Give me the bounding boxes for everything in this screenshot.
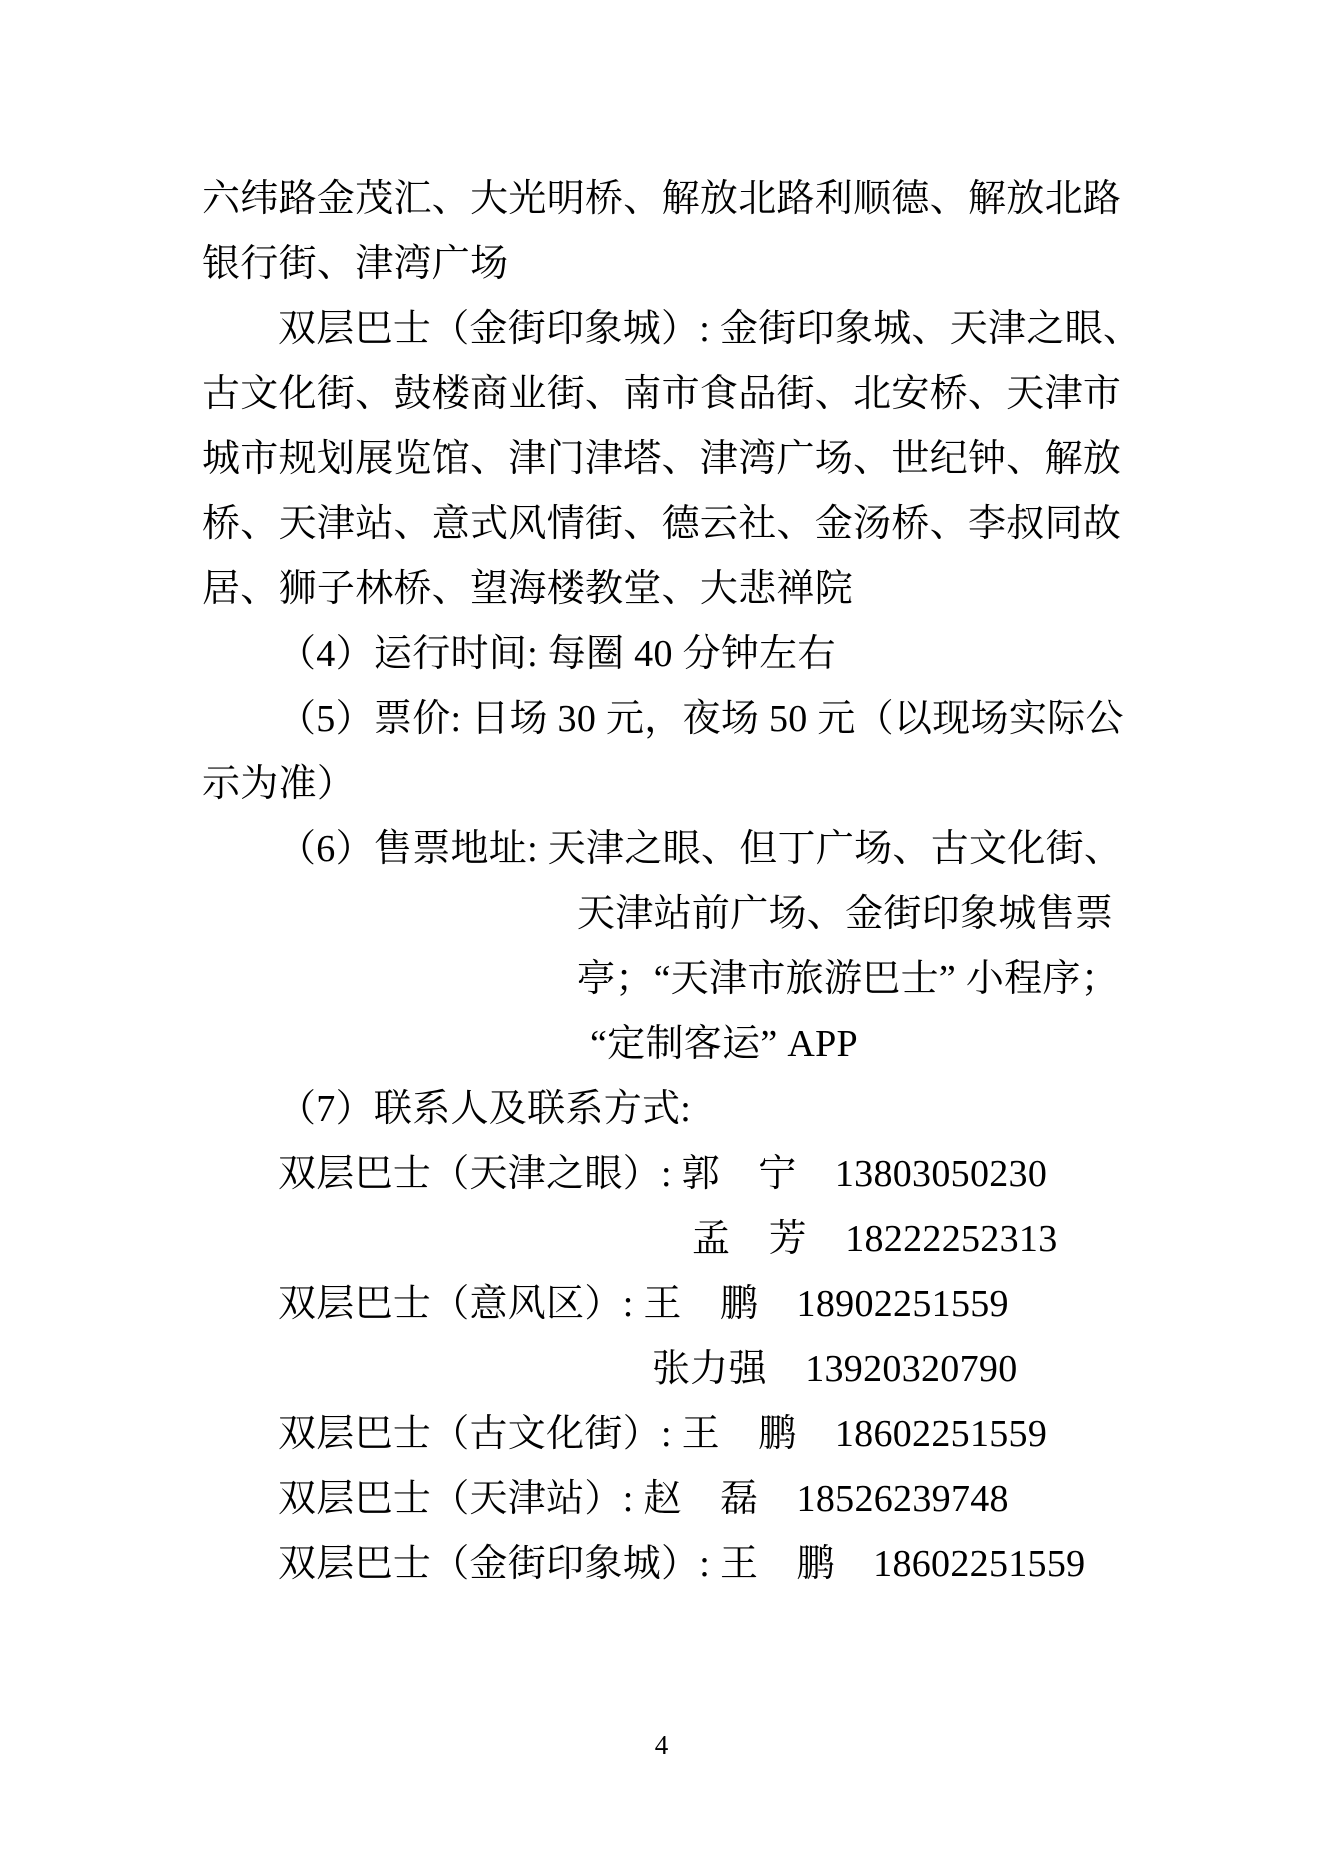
text-line: 桥、天津站、意式风情街、德云社、金汤桥、李叔同故 [202, 503, 1122, 545]
text-line: 天津站前广场、金街印象城售票 [577, 893, 1114, 935]
text-line: 古文化街、鼓楼商业街、南市食品街、北安桥、天津市 [202, 373, 1122, 415]
document-body [202, 167, 1142, 1597]
text-line: 居、狮子林桥、望海楼教堂、大悲禅院 [202, 568, 854, 610]
text-line: “定制客运” APP [590, 1023, 858, 1065]
text-line: 张力强 13920320790 [652, 1348, 1018, 1390]
text-line: 双层巴士（金街印象城）: 金街印象城、天津之眼、 [278, 308, 1142, 350]
text-line: （5）票价: 日场 30 元，夜场 50 元（以现场实际公 [278, 698, 1124, 740]
text-line: 双层巴士（金街印象城）: 王 鹏 18602251559 [278, 1543, 1086, 1585]
text-line: 六纬路金茂汇、大光明桥、解放北路利顺德、解放北路 [202, 178, 1122, 220]
text-line: 银行街、津湾广场 [202, 243, 509, 285]
text-line: （6）售票地址: 天津之眼、但丁广场、古文化街、 [278, 828, 1123, 870]
text-line: 示为准） [202, 763, 356, 805]
page-number: 4 [654, 1730, 669, 1760]
text-line: 双层巴士（天津站）: 赵 磊 18526239748 [278, 1478, 1009, 1520]
text-line: 双层巴士（意风区）: 王 鹏 18902251559 [278, 1283, 1009, 1325]
text-line: 双层巴士（古文化街）: 王 鹏 18602251559 [278, 1413, 1048, 1455]
text-line: 孟 芳 18222252313 [692, 1218, 1058, 1260]
text-line: 城市规划展览馆、津门津塔、津湾广场、世纪钟、解放 [202, 438, 1122, 480]
text-line: （7）联系人及联系方式: [278, 1088, 692, 1130]
text-line: （4）运行时间: 每圈 40 分钟左右 [278, 633, 836, 675]
text-line: 亭；“天津市旅游巴士” 小程序； [577, 958, 1120, 1000]
text-line: 双层巴士（天津之眼）: 郭 宁 13803050230 [278, 1153, 1048, 1195]
